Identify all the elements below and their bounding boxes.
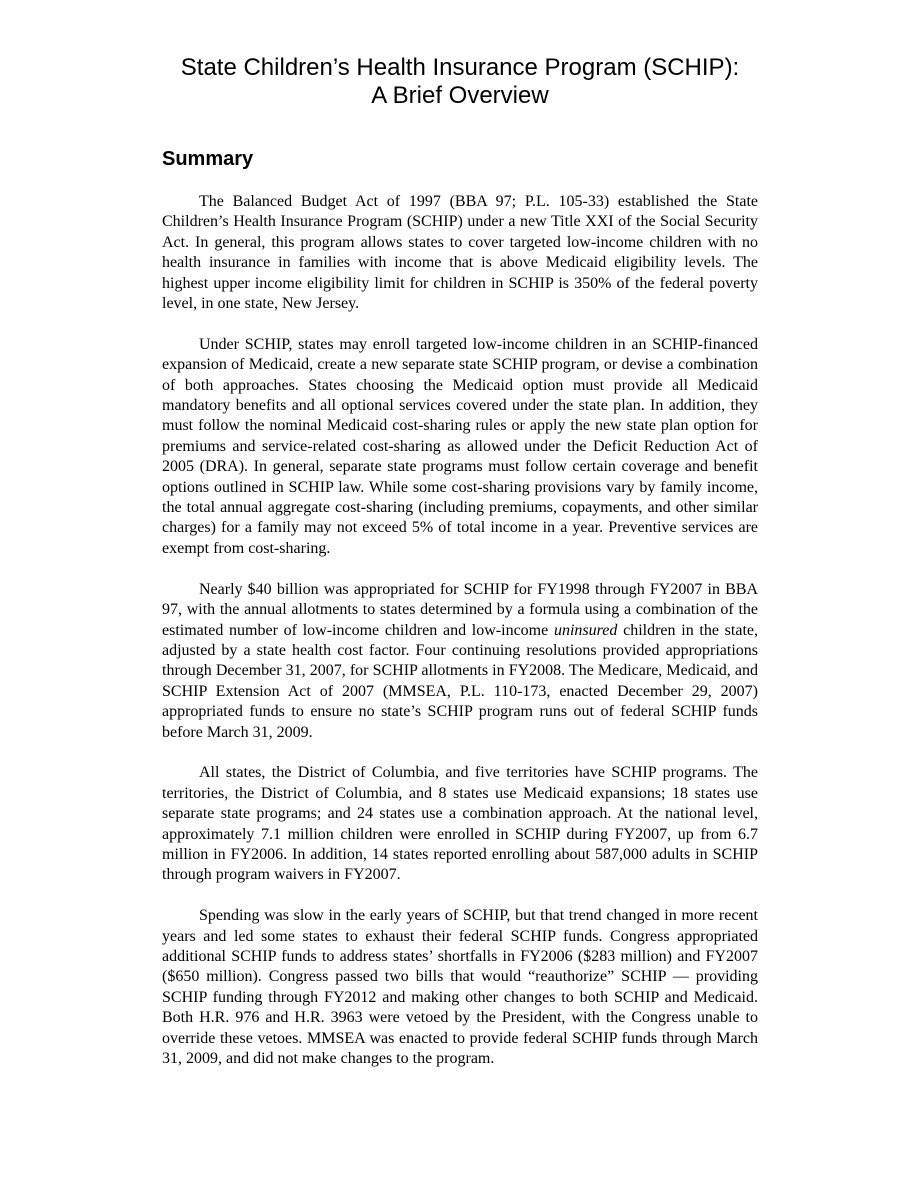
paragraph-funding xyxy=(162,580,758,743)
title-line-1: State Children’s Health Insurance Program (SCHIP): xyxy=(180,54,740,81)
funding-text-italic: uninsured xyxy=(553,621,618,639)
paragraph-spending: Spending was slow in the early years of SCHIP, but that trend changed in more recent years and led some states to exhaust their federal SCHIP funds. Congress appropriated additional SCHIP funds to address states’ shortfalls in FY2006 ($283 million) and FY2007 ($650 million). Congress passed two bills that would “reauthorize” SCHIP — providing SCHIP funding through FY2012 and making other changes to both SCHIP and Medicaid. Both H.R. 976 and H.R. 3963 were vetoed by the President, with the Congress unable to override these vetoes. MMSEA was enacted to provide federal SCHIP funds through March 31, 2009, and did not make changes to the program. xyxy=(162,907,758,1067)
paragraph-enactment: The Balanced Budget Act of 1997 (BBA 97; P.L. 105-33) established the State Children’s Health Insurance Program (SCHIP) under a new Title XXI of the Social Security Act. In general, this program allows states to cover targeted low-income children with no health insurance in families with income that is above Medicaid eligibility levels. The highest upper income eligibility limit for children in SCHIP is 350% of the federal poverty level, in one state, New Jersey. xyxy=(162,193,758,313)
paragraph-enrollment: All states, the District of Columbia, and five territories have SCHIP programs. The territories, the District of Columbia, and 8 states use Medicaid expansions; 18 states use separate state programs; and 24 states use a combination approach. At the national level, approximately 7.1 million children were enrolled in SCHIP during FY2007, up from 6.7 million in FY2006. In addition, 14 states reported enrolling about 587,000 adults in SCHIP through program waivers in FY2007. xyxy=(162,764,758,884)
document-title xyxy=(140,54,780,110)
summary-body xyxy=(162,192,758,1090)
funding-text-after: children in the state, adjusted by a state health cost factor. Four continuing resolutions provided appropriations through December 31, 2007, for SCHIP allotments in FY2008. The Medicare, Medicaid, and SCHIP Extension Act of 2007 (MMSEA, P.L. 110-173, enacted December 29, 2007) appropriated funds to ensure no state’s SCHIP program runs out of federal SCHIP funds before March 31, 2009. xyxy=(162,621,759,741)
funding-text-before: Nearly $40 billion was appropriated for SCHIP for FY1998 through FY2007 in BBA 97, with the annual allotments to states determined by a formula using a combination of the estimated number of low-income children and low-income xyxy=(162,580,758,639)
title-line-2: A Brief Overview xyxy=(371,82,549,109)
paragraph-program-options: Under SCHIP, states may enroll targeted low-income children in an SCHIP-financed expansion of Medicaid, create a new separate state SCHIP program, or devise a combination of both approaches. States choosing the Medicaid option must provide all Medicaid mandatory benefits and all optional services covered under the state plan. In addition, they must follow the nominal Medicaid cost-sharing rules or apply the new state plan option for premiums and service-related cost-sharing as allowed under the Deficit Reduction Act of 2005 (DRA). In general, separate state programs must follow certain coverage and benefit options outlined in SCHIP law. While some cost-sharing provisions vary by family income, the total annual aggregate cost-sharing (including premiums, copayments, and other similar charges) for a family may not exceed 5% of total income in a year. Preventive services are exempt from cost-sharing. xyxy=(162,335,758,557)
section-heading-summary: Summary xyxy=(162,148,254,170)
